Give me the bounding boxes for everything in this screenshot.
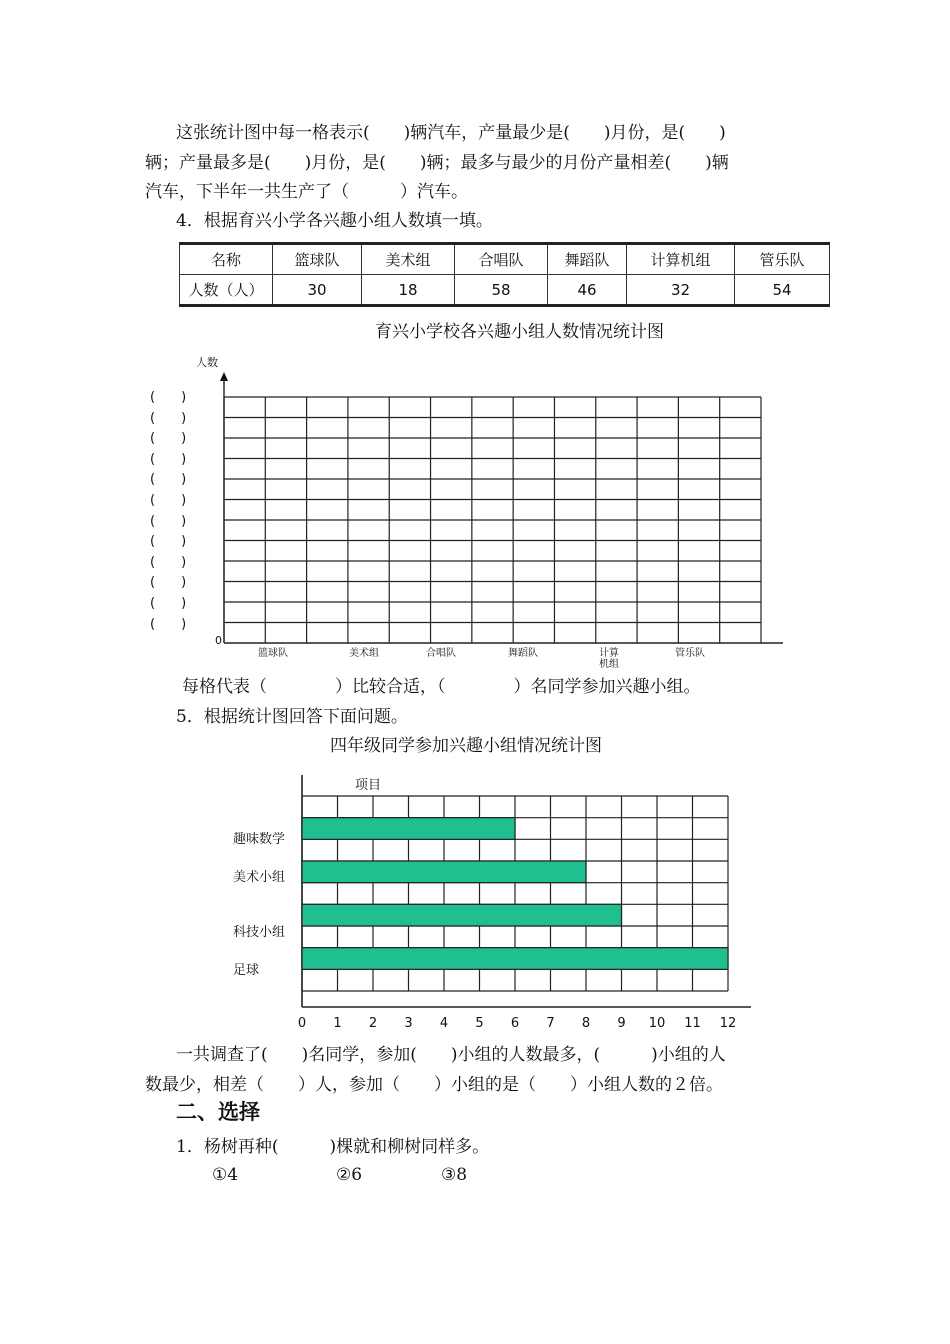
origin-label: 0 [215,634,222,647]
bar [302,948,728,970]
x-category-label: 管乐队 [675,648,705,659]
y-axis-blank-label: ( ) [150,451,187,467]
bar [302,861,586,883]
table-cell: 篮球队 [273,244,362,275]
category-label: 趣味数学 [233,832,286,847]
x-tick-label: 2 [368,1016,378,1031]
q4-title: 4．根据育兴小学各兴趣小组人数填一填。 [176,211,493,231]
x-category-label: 舞蹈队 [508,648,538,659]
x-tick-label: 11 [684,1016,701,1031]
y-axis-blank-label: ( ) [150,431,187,447]
q5-title: 5．根据统计图回答下面问题。 [176,707,408,727]
category-label: 美术小组 [233,870,286,885]
q5-footer-line-1: 一共调查了( )名同学，参加( )小组的人数最多，( )小组的人 [176,1045,726,1065]
x-category-label: 美术组 [349,648,379,659]
y-axis-blank-label: ( ) [150,616,187,632]
q5-footer-line-2: 数最少，相差（ ）人，参加（ ）小组的是（ ）小组人数的２倍。 [145,1075,723,1095]
x-tick-label: 10 [648,1016,666,1031]
x-tick-label: 8 [581,1016,591,1031]
y-axis-blank-label: ( ) [150,390,187,405]
x-category-label: 合唱队 [426,648,456,659]
table-cell: 30 [273,275,362,306]
q4-chart-title: 育兴小学校各兴趣小组人数情况统计图 [375,322,664,342]
table-cell: 46 [548,275,627,306]
option-2: ②6 [336,1165,363,1185]
table-cell: 舞蹈队 [548,244,627,275]
table-cell: 名称 [180,244,273,275]
y-axis-title: 项目 [355,778,382,793]
table-cell: 计算机组 [627,244,735,275]
q4-footer: 每格代表（ ）比较合适，（ ）名同学参加兴趣小组。 [182,677,701,697]
y-axis-label: 人数 [196,356,218,369]
table-cell: 18 [362,275,455,306]
bar [302,818,515,840]
table-cell: 管乐队 [735,244,830,275]
x-category-label: 篮球队 [258,648,288,659]
table-cell: 54 [735,275,830,306]
table-cell: 合唱队 [455,244,548,275]
y-axis-blank-label: ( ) [150,554,187,570]
y-axis-blank-label: ( ) [150,410,187,426]
y-axis-blank-label: ( ) [150,575,187,591]
q3-line-1: 这张统计图中每一格表示( )辆汽车，产量最少是( )月份，是( ) [176,123,726,143]
x-tick-label: 0 [297,1016,307,1031]
q3-line-3: 汽车，下半年一共生产了（ ）汽车。 [145,182,468,202]
category-label: 足球 [233,963,260,978]
x-tick-label: 1 [333,1016,342,1031]
table-row-label: 人数（人） [180,275,273,306]
bar [302,904,622,926]
x-category-label: 计算 机组 [599,648,619,670]
x-tick-label: 9 [617,1016,626,1031]
option-3: ③8 [441,1165,468,1185]
q3-line-2: 辆；产量最多是( )月份，是( )辆；最多与最少的月份产量相差( )辆 [145,153,729,173]
x-tick-label: 12 [719,1016,737,1031]
table-cell: 32 [627,275,735,306]
choice-question-1: 1．杨树再种( )棵就和柳树同样多。 [176,1137,490,1157]
section-heading: 二、选择 [176,1099,260,1124]
table-cell: 美术组 [362,244,455,275]
y-axis-blank-label: ( ) [150,493,187,508]
y-axis-blank-label: ( ) [150,534,187,550]
y-axis-blank-label: ( ) [150,472,187,488]
y-axis-blank-label: ( ) [150,513,187,529]
x-tick-label: 4 [439,1016,449,1031]
x-tick-label: 7 [546,1016,555,1031]
table-cell: 58 [455,275,548,306]
y-axis-blank-label: ( ) [150,596,187,611]
option-1: ①4 [212,1165,239,1185]
q5-chart-title: 四年级同学参加兴趣小组情况统计图 [330,736,602,756]
x-tick-label: 3 [404,1016,413,1031]
x-tick-label: 6 [510,1016,520,1031]
category-label: 科技小组 [233,925,286,940]
x-tick-label: 5 [475,1016,484,1031]
